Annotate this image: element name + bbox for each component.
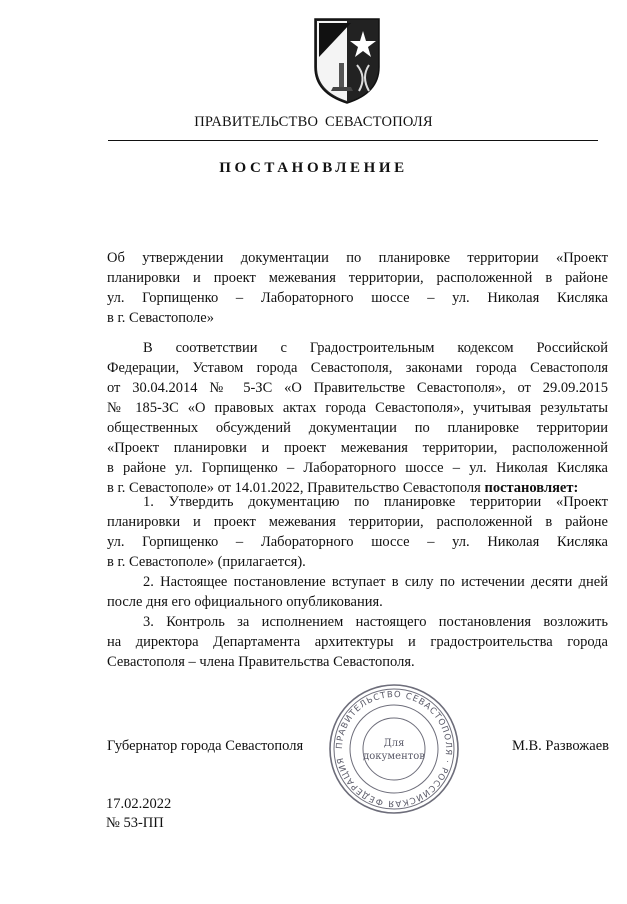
preamble-line: № 185-ЗС «О правовых актах города Севастополя», учитывая результаты: [107, 400, 608, 416]
signatory-name: М.В. Развожаев: [511, 738, 609, 754]
sevastopol-coat-of-arms-icon: [311, 15, 383, 105]
item-3-line: на директора Департамента архитектуры и градостроительства города: [107, 634, 608, 650]
stamp-ring-text: ПРАВИТЕЛЬСТВО СЕВАСТОПОЛЯ · РОССИЙСКАЯ ФЕДЕРАЦИЯ: [334, 689, 454, 809]
preamble-line: общественных обсуждений документации по планировке территории: [107, 420, 608, 436]
item-1-line: в г. Севастополе» (прилагается).: [107, 554, 306, 570]
preamble-line: В соответствии с Градостроительным кодексом Российской: [143, 340, 608, 356]
item-3-line: Севастополя – члена Правительства Севастополя.: [107, 654, 415, 670]
item-1-line: ул. Горпищенко – Лабораторного шоссе – ул. Николая Кисляка: [107, 534, 608, 550]
government-name: ПРАВИТЕЛЬСТВО СЕВАСТОПОЛЯ: [194, 114, 433, 130]
decree-items: [107, 492, 608, 672]
preamble-line: «Проект планировки и проект межевания территории, расположенной: [107, 440, 608, 456]
stamp-center-line: документов: [363, 751, 425, 762]
stamp-center-line: Для: [383, 738, 405, 749]
title-line: Об утверждении документации по планировке территории «Проект: [107, 250, 608, 266]
title-line: планировки и проект межевания территории, расположенной в районе: [107, 270, 608, 286]
item-1-line: 1. Утвердить документацию по планировке территории «Проект: [143, 494, 608, 510]
preamble-line: от 30.04.2014 № 5-ЗС «О Правительстве Севастополя», от 29.09.2015: [107, 380, 608, 396]
decree-title: [107, 248, 608, 328]
header-divider: [108, 140, 598, 141]
item-2-line: 2. Настоящее постановление вступает в силу по истечении десяти дней: [143, 574, 608, 590]
decree-date: 17.02.2022: [106, 796, 172, 812]
title-line: ул. Горпищенко – Лабораторного шоссе – ул. Николая Кисляка: [107, 290, 608, 306]
title-line: в г. Севастополе»: [107, 310, 214, 326]
item-1-line: планировки и проект межевания территории, расположенной в районе: [107, 514, 608, 530]
preamble-line: в районе ул. Горпищенко – Лабораторного шоссе – ул. Николая Кисляка: [107, 460, 608, 476]
official-seal-stamp: [327, 682, 461, 816]
document-type: ПОСТАНОВЛЕНИЕ: [219, 160, 408, 176]
item-2-line: после дня его официального опубликования.: [107, 594, 383, 610]
item-3-line: 3. Контроль за исполнением настоящего постановления возложить: [143, 614, 608, 630]
decides-word: постановляет:: [484, 480, 579, 496]
decree-number: № 53-ПП: [106, 815, 164, 831]
signatory-position: Губернатор города Севастополя: [107, 738, 304, 754]
preamble-line: Федерации, Уставом города Севастополя, законами города Севастополя: [107, 360, 608, 376]
preamble-last-text: в г. Севастополе» от 14.01.2022, Правительство Севастополя: [107, 480, 481, 496]
preamble: [107, 338, 608, 498]
